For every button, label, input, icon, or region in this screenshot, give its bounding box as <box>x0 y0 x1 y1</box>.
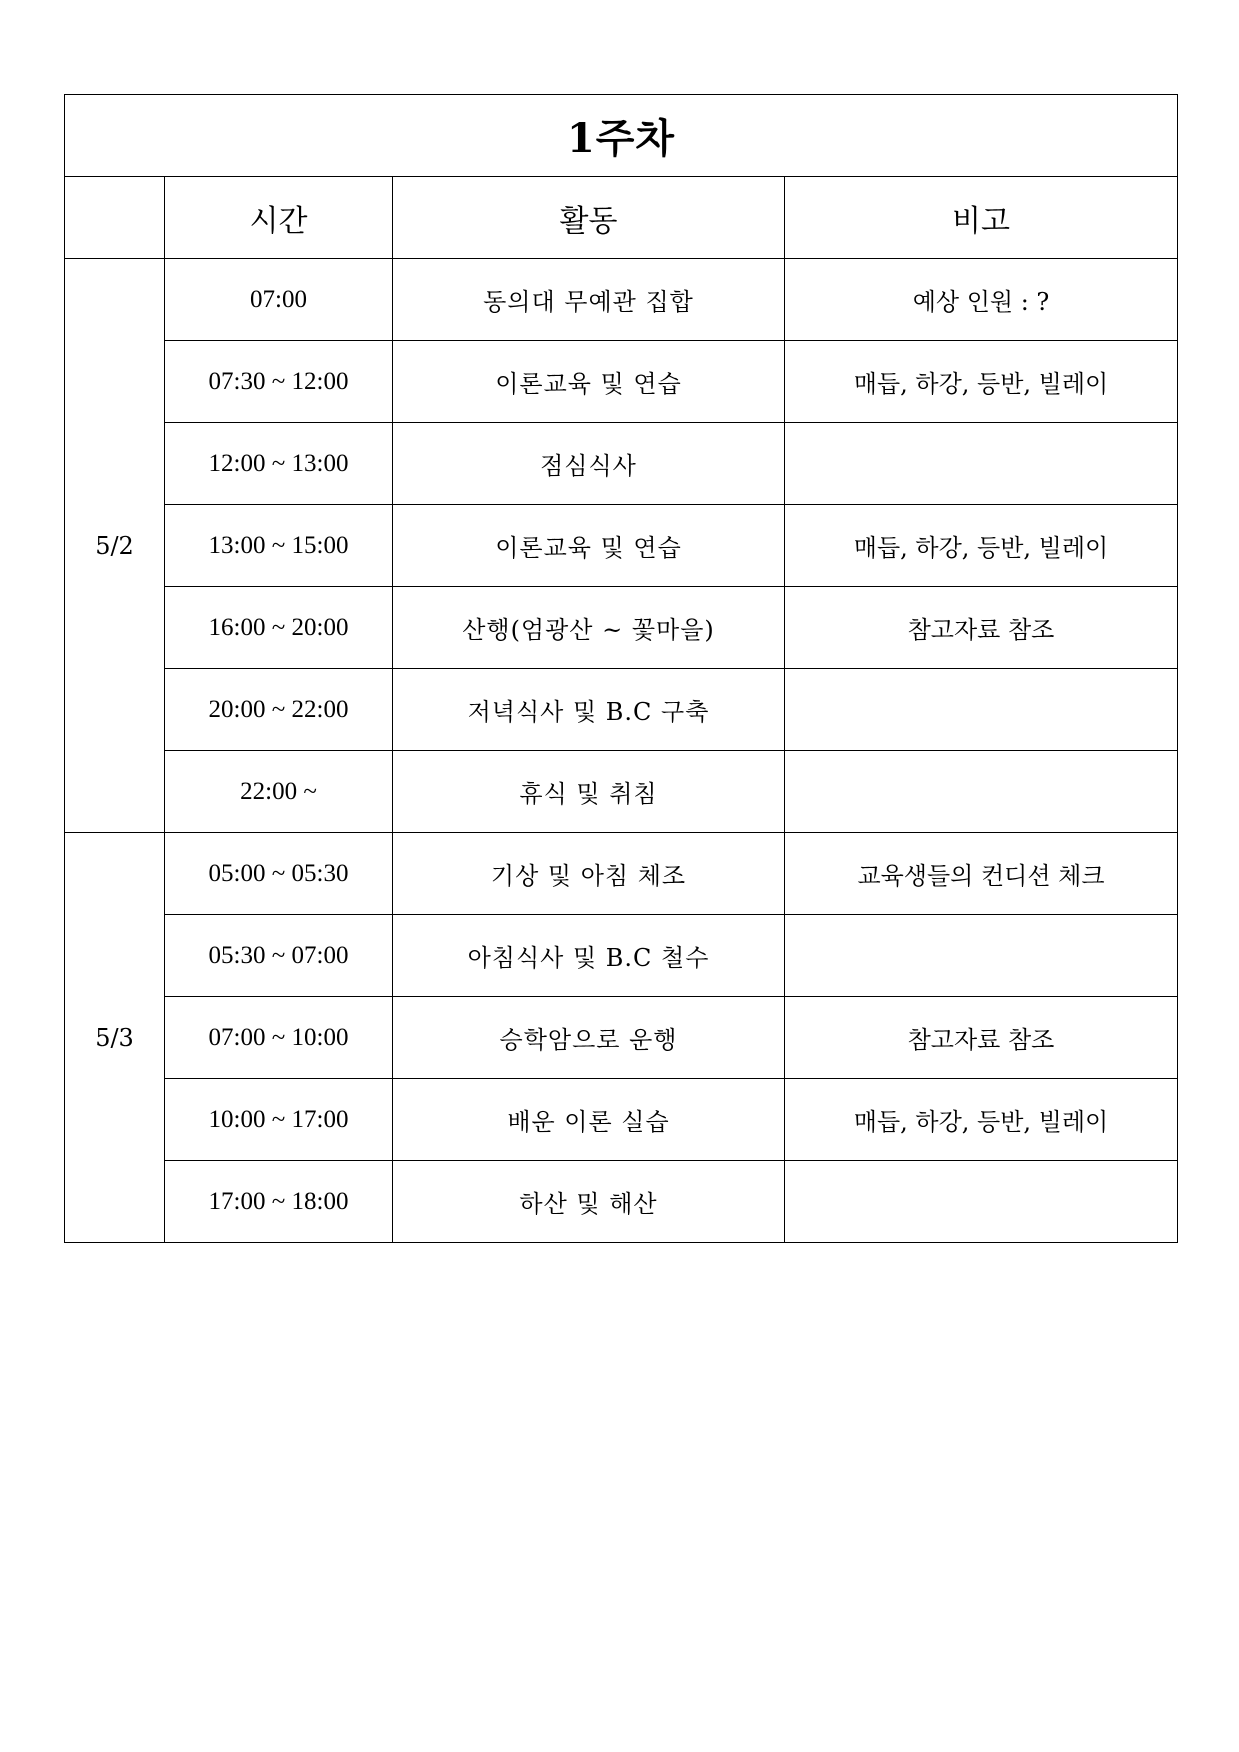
time-cell: 07:00 <box>165 259 393 341</box>
activity-cell: 기상 및 아침 체조 <box>393 833 785 915</box>
note-cell: 매듭, 하강, 등반, 빌레이 <box>785 505 1178 587</box>
note-cell: 매듭, 하강, 등반, 빌레이 <box>785 341 1178 423</box>
time-cell: 22:00 ~ <box>165 751 393 833</box>
table-row <box>65 1079 1178 1161</box>
note-cell: 참고자료 참조 <box>785 587 1178 669</box>
header-time: 시간 <box>165 177 393 259</box>
table-row <box>65 423 1178 505</box>
date-cell: 5/2 <box>65 259 165 833</box>
header-activity: 활동 <box>393 177 785 259</box>
note-cell <box>785 751 1178 833</box>
table-row <box>65 669 1178 751</box>
header-note: 비고 <box>785 177 1178 259</box>
time-cell: 12:00 ~ 13:00 <box>165 423 393 505</box>
schedule-table <box>64 94 1178 1243</box>
activity-cell: 산행(엄광산 ~ 꽃마을) <box>393 587 785 669</box>
table-row <box>65 587 1178 669</box>
time-cell: 16:00 ~ 20:00 <box>165 587 393 669</box>
time-cell: 13:00 ~ 15:00 <box>165 505 393 587</box>
schedule-title: 1주차 <box>65 95 1178 177</box>
time-cell: 05:30 ~ 07:00 <box>165 915 393 997</box>
note-cell <box>785 423 1178 505</box>
note-cell <box>785 915 1178 997</box>
activity-cell: 배운 이론 실습 <box>393 1079 785 1161</box>
note-cell <box>785 669 1178 751</box>
time-cell: 05:00 ~ 05:30 <box>165 833 393 915</box>
activity-cell: 하산 및 해산 <box>393 1161 785 1243</box>
date-cell: 5/3 <box>65 833 165 1243</box>
activity-cell: 동의대 무예관 집합 <box>393 259 785 341</box>
table-row <box>65 915 1178 997</box>
table-row <box>65 505 1178 587</box>
table-row <box>65 997 1178 1079</box>
note-cell: 매듭, 하강, 등반, 빌레이 <box>785 1079 1178 1161</box>
activity-cell: 저녁식사 및 B.C 구축 <box>393 669 785 751</box>
activity-cell: 점심식사 <box>393 423 785 505</box>
activity-cell: 아침식사 및 B.C 철수 <box>393 915 785 997</box>
header-date-blank <box>65 177 165 259</box>
title-row <box>65 95 1178 177</box>
table-row <box>65 751 1178 833</box>
time-cell: 07:30 ~ 12:00 <box>165 341 393 423</box>
table-row <box>65 833 1178 915</box>
table-row <box>65 341 1178 423</box>
note-cell: 예상 인원 : ? <box>785 259 1178 341</box>
header-row <box>65 177 1178 259</box>
note-cell <box>785 1161 1178 1243</box>
note-cell: 교육생들의 컨디션 체크 <box>785 833 1178 915</box>
activity-cell: 승학암으로 운행 <box>393 997 785 1079</box>
time-cell: 17:00 ~ 18:00 <box>165 1161 393 1243</box>
activity-cell: 이론교육 및 연습 <box>393 505 785 587</box>
time-cell: 07:00 ~ 10:00 <box>165 997 393 1079</box>
table-row <box>65 1161 1178 1243</box>
time-cell: 20:00 ~ 22:00 <box>165 669 393 751</box>
activity-cell: 휴식 및 취침 <box>393 751 785 833</box>
note-cell: 참고자료 참조 <box>785 997 1178 1079</box>
table-row <box>65 259 1178 341</box>
time-cell: 10:00 ~ 17:00 <box>165 1079 393 1161</box>
activity-cell: 이론교육 및 연습 <box>393 341 785 423</box>
